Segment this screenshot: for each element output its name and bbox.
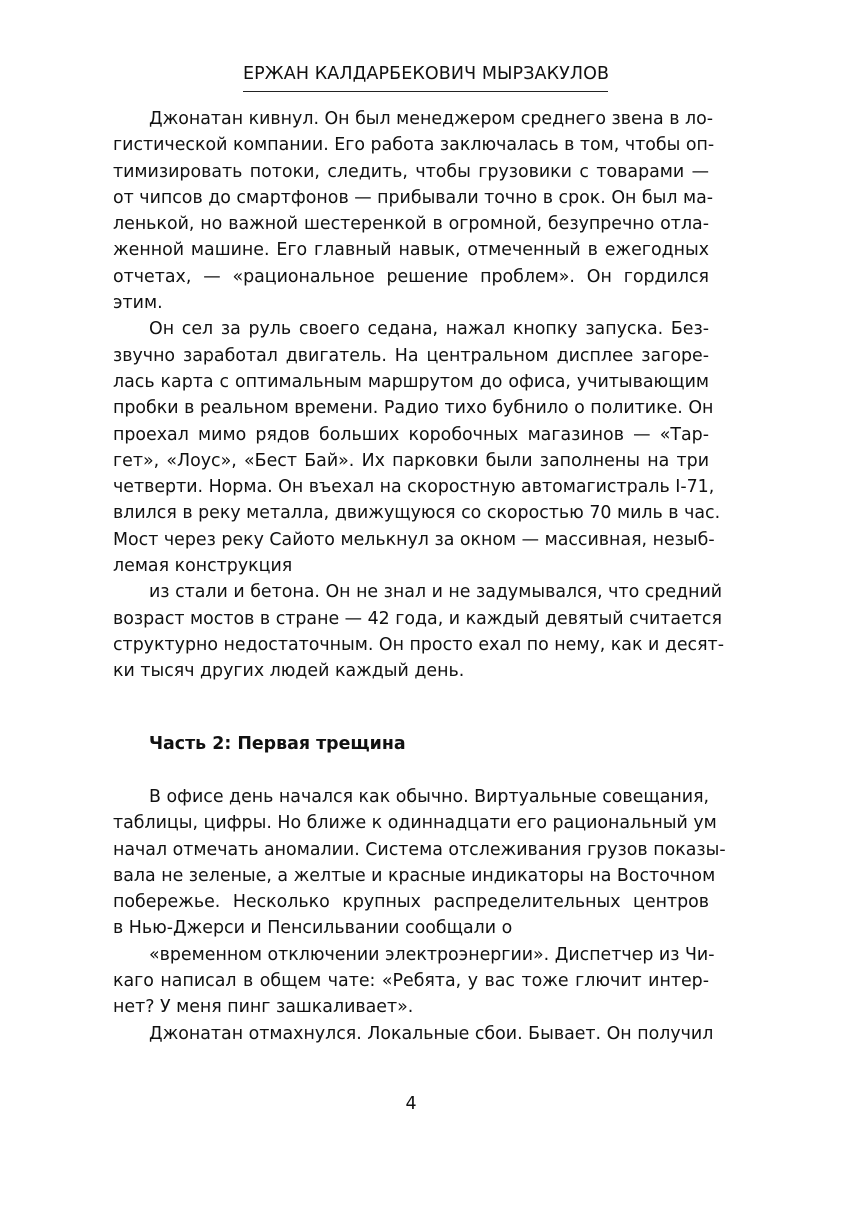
running-header-author: ЕРЖАН КАЛДАРБЕКОВИЧ МЫРЗАКУЛОВ (243, 64, 610, 84)
text-line: Джонатан отмахнулся. Локальные сбои. Бывает. Он получил (149, 1023, 714, 1044)
text-line: Мост через реку Сайото мелькнул за окном — массивная, незыб- (113, 529, 715, 550)
text-line: возраст мостов в стране — 42 года, и каждый девятый считается (113, 608, 722, 629)
text-line: побережье. Несколько крупных распределительных центров (113, 892, 709, 913)
text-line: структурно недостаточным. Он просто ехал по нему, как и десят- (113, 634, 724, 655)
text-line: звучно заработал двигатель. На центральном дисплее загоре- (113, 345, 709, 366)
text-line: Джонатан кивнул. Он был менеджером среднего звена в ло- (149, 109, 714, 129)
text-line: в Нью-Джерси и Пенсильвании сообщали о (113, 918, 513, 939)
text-line: четверти. Норма. Он въехал на скоростную автомагистраль I-71, (113, 477, 715, 498)
text-line: ленькой, но важной шестеренкой в огромной, безупречно отла- (113, 214, 709, 235)
text-line: В офисе день начался как обычно. Виртуальные совещания, (149, 787, 710, 807)
text-block-part-2 (113, 784, 726, 1047)
text-line: лась карта с оптимальным маршрутом до офиса, учитывающим (113, 371, 709, 392)
text-line: из стали и бетона. Он не знал и не задумывался, что средний (149, 582, 723, 603)
text-line: проехал мимо рядов больших коробочных магазинов — «Тар- (113, 424, 709, 445)
text-line: Он сел за руль своего седана, нажал кнопку запуска. Без- (149, 319, 709, 340)
text-line: вала не зеленые, а желтые и красные индикаторы на Восточном (113, 865, 716, 886)
text-line: этим. (113, 293, 163, 314)
text-line: гистической компании. Его работа заключалась в том, чтобы оп- (113, 135, 715, 156)
text-line: от чипсов до смартфонов — прибывали точно в срок. Он был ма- (113, 187, 714, 208)
text-line: отчетах, — «рациональное решение проблем». Он гордился (113, 266, 709, 287)
text-line: пробки в реальном времени. Радио тихо бубнило о политике. Он (113, 398, 714, 419)
text-line: начал отмечать аномалии. Система отслеживания грузов показы- (113, 839, 726, 860)
text-line: гет», «Лоус», «Бест Бай». Их парковки были заполнены на три (113, 450, 709, 471)
text-line: «временном отключении электроэнергии». Диспетчер из Чи- (149, 944, 715, 965)
text-line: тимизировать потоки, следить, чтобы грузовики с товарами — (113, 161, 709, 182)
text-line: таблицы, цифры. Но ближе к одиннадцати его рациональный ум (113, 813, 717, 834)
section-heading: Часть 2: Первая трещина (149, 734, 406, 754)
text-line: лемая конструкция (113, 556, 293, 577)
text-line: влился в реку металла, движущуюся со скоростью 70 миль в час. (113, 503, 721, 524)
page-number: 4 (405, 1094, 417, 1114)
header-rule (243, 91, 608, 92)
text-line: нет? У меня пинг зашкаливает». (113, 997, 414, 1018)
text-line: ки тысяч других людей каждый день. (113, 661, 465, 682)
text-block-part-1 (113, 106, 724, 685)
text-line: женной машине. Его главный навык, отмеченный в ежегодных (113, 240, 709, 261)
text-line: каго написал в общем чате: «Ребята, у вас тоже глючит интер- (113, 971, 709, 992)
